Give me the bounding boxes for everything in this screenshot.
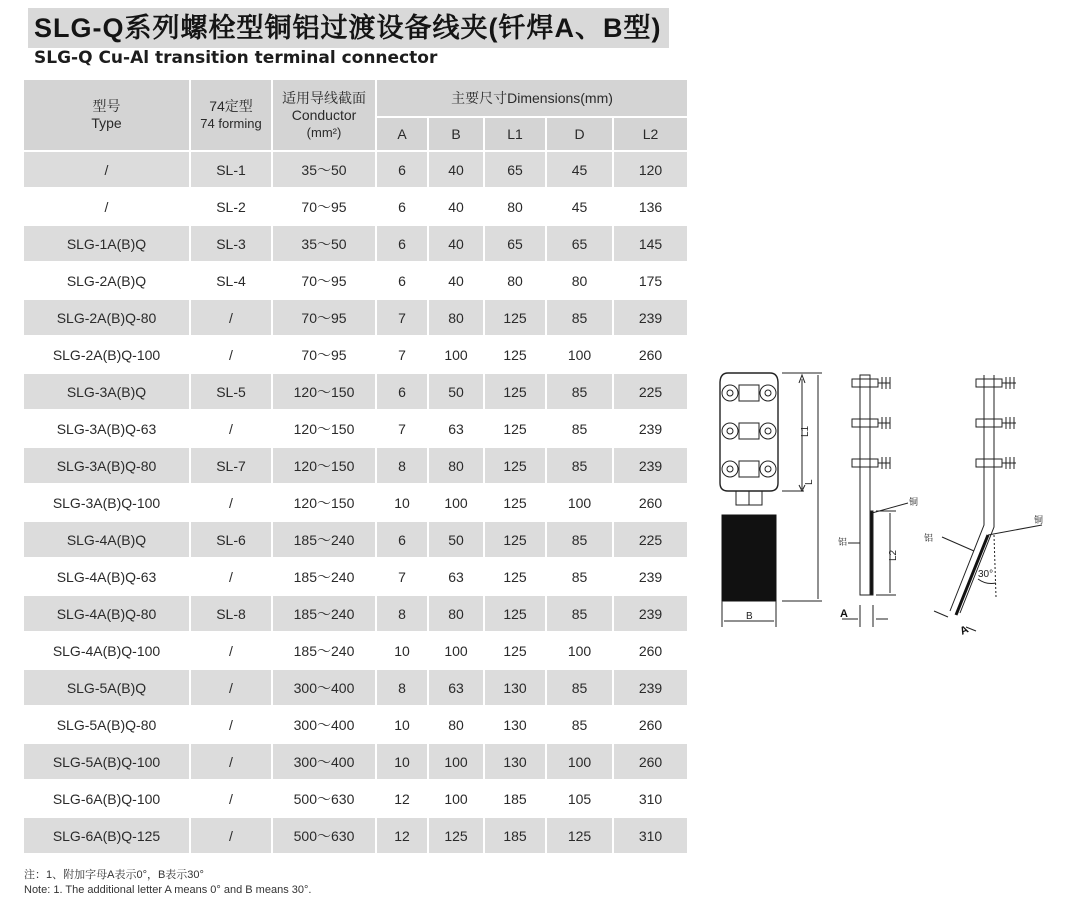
header-type-en: Type: [91, 115, 122, 131]
cell-b: 125: [429, 818, 485, 855]
cell-forming: /: [191, 744, 273, 781]
cell-conductor: 70～95: [273, 263, 377, 300]
cell-forming: /: [191, 670, 273, 707]
side-view-angled: [924, 375, 1043, 638]
header-type-cn: 型号: [92, 98, 121, 114]
header-conductor-cn: 适用导线截面: [282, 89, 366, 106]
cell-conductor: 300～400: [273, 670, 377, 707]
table-row: [24, 707, 689, 744]
cell-b: 80: [429, 448, 485, 485]
cell-l1: 125: [485, 337, 547, 374]
cell-l1: 125: [485, 522, 547, 559]
cell-l2: 310: [614, 818, 689, 855]
table-body: [24, 152, 689, 855]
front-copper-plate: [722, 515, 776, 601]
cell-a: 6: [377, 189, 429, 226]
cell-conductor: 70～95: [273, 300, 377, 337]
header-forming-cn: 74定型: [209, 98, 253, 114]
cell-l1: 125: [485, 411, 547, 448]
table-row: [24, 633, 689, 670]
cell-forming: /: [191, 707, 273, 744]
table-row: [24, 596, 689, 633]
cell-b: 80: [429, 707, 485, 744]
cell-a: 10: [377, 485, 429, 522]
cell-l2: 239: [614, 300, 689, 337]
cell-l1: 125: [485, 448, 547, 485]
table-row: [24, 263, 689, 300]
header-type: [24, 80, 191, 152]
cell-l1: 125: [485, 559, 547, 596]
label-copper-2: 铜: [1034, 515, 1044, 525]
cell-conductor: 185～240: [273, 522, 377, 559]
cell-model: SLG-2A(B)Q-80: [24, 300, 191, 337]
cell-d: 100: [547, 485, 614, 522]
label-aluminum-2: 铝: [924, 533, 934, 543]
table-row: [24, 818, 689, 855]
angled-bolt-3: [976, 457, 1016, 469]
header-row: [24, 80, 689, 118]
cell-conductor: 70～95: [273, 337, 377, 374]
side-view-straight: [838, 375, 918, 627]
cell-b: 50: [429, 522, 485, 559]
cell-b: 80: [429, 300, 485, 337]
cell-b: 100: [429, 781, 485, 818]
cell-b: 50: [429, 374, 485, 411]
table-row: [24, 337, 689, 374]
cell-d: 85: [547, 448, 614, 485]
cell-l2: 239: [614, 448, 689, 485]
cell-forming: /: [191, 559, 273, 596]
cell-a: 12: [377, 818, 429, 855]
angled-bolt-1: [976, 377, 1016, 389]
header-col-b: B: [429, 118, 485, 152]
cell-l2: 260: [614, 337, 689, 374]
cell-conductor: 500～630: [273, 818, 377, 855]
cell-model: SLG-5A(B)Q: [24, 670, 191, 707]
cell-l1: 125: [485, 300, 547, 337]
connector-drawing: [712, 365, 1052, 645]
front-bolt-row-1: [722, 385, 776, 401]
label-b: B: [746, 611, 753, 622]
cell-b: 63: [429, 559, 485, 596]
cell-model: SLG-5A(B)Q-80: [24, 707, 191, 744]
cell-a: 12: [377, 781, 429, 818]
cell-d: 125: [547, 818, 614, 855]
cell-a: 6: [377, 152, 429, 189]
table-row: [24, 559, 689, 596]
cell-d: 85: [547, 559, 614, 596]
header-forming: [191, 80, 273, 152]
cell-l2: 260: [614, 485, 689, 522]
table-row: [24, 300, 689, 337]
header-col-a: A: [377, 118, 429, 152]
cell-conductor: 300～400: [273, 744, 377, 781]
table-row: [24, 485, 689, 522]
cell-l1: 65: [485, 226, 547, 263]
cell-model: SLG-6A(B)Q-100: [24, 781, 191, 818]
cell-b: 100: [429, 744, 485, 781]
label-a-front: A: [840, 608, 848, 620]
spec-table: [24, 80, 689, 855]
table-row: [24, 670, 689, 707]
cell-a: 10: [377, 707, 429, 744]
cell-d: 85: [547, 300, 614, 337]
cell-l2: 120: [614, 152, 689, 189]
label-angle: 30°: [978, 569, 994, 580]
cell-forming: /: [191, 633, 273, 670]
cell-forming: SL-6: [191, 522, 273, 559]
cell-model: SLG-6A(B)Q-125: [24, 818, 191, 855]
header-col-l2: L2: [614, 118, 689, 152]
cell-b: 40: [429, 152, 485, 189]
cell-a: 6: [377, 263, 429, 300]
page-title-cn: SLG-Q系列螺栓型铜铝过渡设备线夹(钎焊A、B型): [28, 8, 669, 48]
cell-model: SLG-2A(B)Q: [24, 263, 191, 300]
header-col-l1: L1: [485, 118, 547, 152]
cell-conductor: 120～150: [273, 485, 377, 522]
note-en: Note: 1. The additional letter A means 0° and B means 30°.: [24, 884, 312, 896]
table-row: [24, 744, 689, 781]
cell-l1: 130: [485, 707, 547, 744]
cell-l2: 260: [614, 633, 689, 670]
label-a-angled: A: [958, 623, 971, 638]
cell-d: 100: [547, 633, 614, 670]
cell-forming: /: [191, 337, 273, 374]
cell-conductor: 185～240: [273, 596, 377, 633]
cell-d: 80: [547, 263, 614, 300]
cell-model: SLG-4A(B)Q-100: [24, 633, 191, 670]
cell-conductor: 70～95: [273, 189, 377, 226]
cell-d: 45: [547, 152, 614, 189]
cell-b: 40: [429, 263, 485, 300]
cell-conductor: 500～630: [273, 781, 377, 818]
cell-conductor: 35～50: [273, 152, 377, 189]
cell-model: SLG-4A(B)Q: [24, 522, 191, 559]
front-bolt-row-2: [722, 423, 776, 439]
label-copper-1: 铜: [909, 497, 919, 507]
cell-l2: 310: [614, 781, 689, 818]
cell-l2: 145: [614, 226, 689, 263]
front-bolt-row-3: [722, 461, 776, 477]
cell-l1: 125: [485, 485, 547, 522]
side-bolt-1: [852, 377, 890, 389]
cell-a: 7: [377, 300, 429, 337]
table-row: [24, 448, 689, 485]
cell-conductor: 120～150: [273, 411, 377, 448]
cell-l1: 125: [485, 374, 547, 411]
cell-l2: 260: [614, 707, 689, 744]
cell-forming: SL-2: [191, 189, 273, 226]
header-conductor-unit: (mm²): [306, 124, 342, 140]
cell-b: 40: [429, 189, 485, 226]
cell-model: SLG-1A(B)Q: [24, 226, 191, 263]
angled-bolt-2: [976, 417, 1016, 429]
cell-a: 10: [377, 633, 429, 670]
cell-forming: SL-5: [191, 374, 273, 411]
cell-d: 85: [547, 707, 614, 744]
table-row: [24, 374, 689, 411]
cell-l1: 125: [485, 596, 547, 633]
cell-d: 85: [547, 411, 614, 448]
cell-model: SLG-4A(B)Q-63: [24, 559, 191, 596]
header-col-d: D: [547, 118, 614, 152]
cell-conductor: 120～150: [273, 448, 377, 485]
cell-a: 7: [377, 411, 429, 448]
cell-l1: 185: [485, 818, 547, 855]
cell-l2: 239: [614, 670, 689, 707]
cell-a: 6: [377, 374, 429, 411]
cell-conductor: 35～50: [273, 226, 377, 263]
cell-forming: /: [191, 411, 273, 448]
cell-l2: 260: [614, 744, 689, 781]
table-row: [24, 189, 689, 226]
cell-l2: 175: [614, 263, 689, 300]
cell-l1: 65: [485, 152, 547, 189]
cell-d: 65: [547, 226, 614, 263]
cell-l1: 130: [485, 670, 547, 707]
cell-d: 85: [547, 670, 614, 707]
cell-forming: /: [191, 818, 273, 855]
cell-l2: 239: [614, 596, 689, 633]
table-row: [24, 152, 689, 189]
cell-l2: 136: [614, 189, 689, 226]
front-view: [720, 373, 822, 627]
cell-l2: 225: [614, 374, 689, 411]
label-l1: L1: [800, 425, 811, 437]
cell-forming: SL-1: [191, 152, 273, 189]
cell-conductor: 185～240: [273, 633, 377, 670]
header-conductor-en: Conductor: [291, 106, 357, 123]
note-cn: 注：1、附加字母A表示0°，B表示30°: [24, 869, 204, 881]
cell-a: 8: [377, 596, 429, 633]
header-forming-en: 74 forming: [200, 116, 262, 131]
cell-b: 80: [429, 596, 485, 633]
cell-l2: 239: [614, 559, 689, 596]
label-l2: L2: [888, 549, 899, 561]
cell-d: 100: [547, 744, 614, 781]
cell-d: 85: [547, 374, 614, 411]
cell-b: 40: [429, 226, 485, 263]
table-row: [24, 781, 689, 818]
table-row: [24, 226, 689, 263]
side-bolt-2: [852, 417, 890, 429]
cell-b: 63: [429, 411, 485, 448]
cell-l2: 239: [614, 411, 689, 448]
side-bolt-3: [852, 457, 890, 469]
cell-a: 7: [377, 337, 429, 374]
label-aluminum-1: 铝: [838, 537, 848, 547]
cell-conductor: 300～400: [273, 707, 377, 744]
cell-l1: 185: [485, 781, 547, 818]
cell-l1: 130: [485, 744, 547, 781]
cell-forming: /: [191, 485, 273, 522]
cell-model: SLG-3A(B)Q-63: [24, 411, 191, 448]
cell-model: SLG-3A(B)Q-100: [24, 485, 191, 522]
cell-d: 105: [547, 781, 614, 818]
cell-a: 7: [377, 559, 429, 596]
cell-l1: 125: [485, 633, 547, 670]
cell-a: 10: [377, 744, 429, 781]
cell-model: /: [24, 189, 191, 226]
cell-b: 63: [429, 670, 485, 707]
cell-model: SLG-4A(B)Q-80: [24, 596, 191, 633]
cell-b: 100: [429, 337, 485, 374]
cell-d: 100: [547, 337, 614, 374]
cell-a: 6: [377, 226, 429, 263]
header-conductor: [273, 80, 377, 152]
cell-conductor: 120～150: [273, 374, 377, 411]
label-l: L: [804, 479, 815, 485]
cell-model: SLG-3A(B)Q: [24, 374, 191, 411]
cell-forming: SL-4: [191, 263, 273, 300]
cell-forming: SL-3: [191, 226, 273, 263]
cell-conductor: 185～240: [273, 559, 377, 596]
cell-d: 85: [547, 596, 614, 633]
cell-model: SLG-5A(B)Q-100: [24, 744, 191, 781]
cell-b: 100: [429, 485, 485, 522]
cell-model: SLG-2A(B)Q-100: [24, 337, 191, 374]
cell-forming: SL-8: [191, 596, 273, 633]
table-row: [24, 411, 689, 448]
cell-model: SLG-3A(B)Q-80: [24, 448, 191, 485]
cell-a: 8: [377, 670, 429, 707]
cell-l2: 225: [614, 522, 689, 559]
cell-a: 8: [377, 448, 429, 485]
table-row: [24, 522, 689, 559]
cell-d: 45: [547, 189, 614, 226]
cell-a: 6: [377, 522, 429, 559]
cell-l1: 80: [485, 263, 547, 300]
cell-forming: /: [191, 781, 273, 818]
cell-d: 85: [547, 522, 614, 559]
page-title-en: SLG-Q Cu-Al transition terminal connector: [34, 48, 438, 68]
cell-l1: 80: [485, 189, 547, 226]
cell-forming: SL-7: [191, 448, 273, 485]
cell-b: 100: [429, 633, 485, 670]
cell-model: /: [24, 152, 191, 189]
header-dimensions: 主要尺寸Dimensions(mm): [377, 80, 689, 118]
cell-forming: /: [191, 300, 273, 337]
